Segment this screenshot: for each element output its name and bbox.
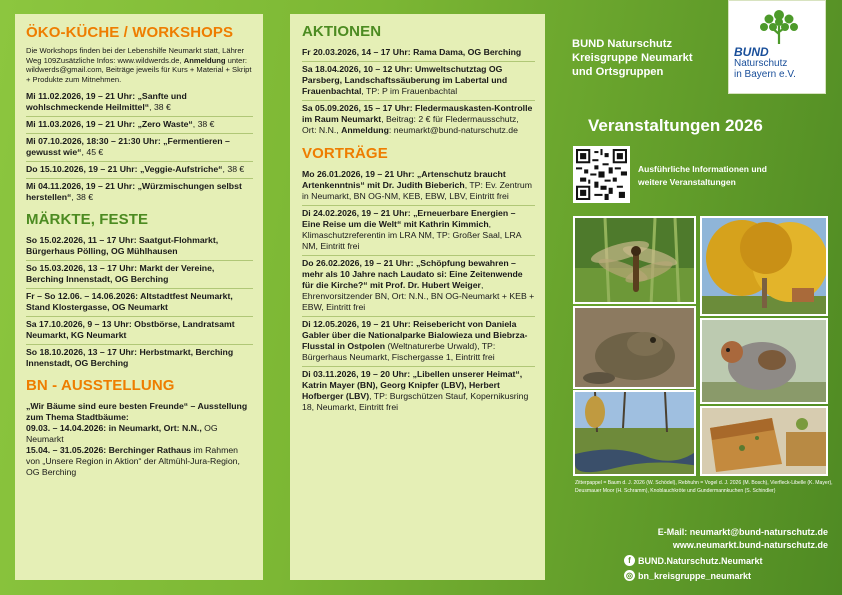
heading-bn-ausstellung: BN - AUSSTELLUNG	[26, 377, 175, 395]
photo-partridge	[700, 318, 828, 404]
bold-text: So 15.02.2026, 11 – 17 Uhr: Saatgut-Flohmarkt, Bürgerhaus Pölling, OG Mühlhausen	[26, 235, 219, 257]
logo-line-naturschutz: Naturschutz	[734, 58, 788, 69]
section-bn-ausstellung	[26, 377, 253, 481]
actions-list	[302, 45, 535, 139]
column-aktionen-vortraege	[290, 14, 545, 580]
bold-text: Mo 26.01.2026, 19 – 21 Uhr: „Artenschutz braucht Artenkenntnis“ mit Dr. Judith Bieberich	[302, 169, 506, 190]
logo-bund-text: BUND	[734, 45, 769, 59]
event-entry	[26, 399, 253, 481]
text: Die Workshops finden bei der Lebenshilfe Neumarkt statt, Lährer Weg 109	[26, 46, 245, 65]
tree-logo-icon	[757, 8, 801, 46]
instagram-handle: bn_kreisgruppe_neumarkt	[638, 570, 752, 581]
bold-text: Do 15.10.2026, 19 – 21 Uhr:	[26, 164, 138, 175]
facebook-handle: BUND.Naturschutz.Neumarkt	[638, 555, 763, 566]
event-entry	[302, 367, 535, 416]
text: , 38 €	[71, 192, 94, 203]
bold-text: Do 26.02.2026, 19 – 21 Uhr: „Schöpfung bewahren – mehr als 10 Jahre nach Laudato si: Eine Zeitenwende für die Kirche?“ mit Prof. Dr. Hubert Weiger	[302, 258, 523, 290]
bold-text: Mi 11.03.2026, 19 – 21 Uhr:	[26, 119, 136, 130]
bold-text: Anmeldung	[341, 125, 389, 135]
section-aktionen	[302, 23, 535, 139]
qr-code-icon	[576, 149, 627, 200]
text: , 38 €	[192, 119, 215, 130]
bold-text: „Wir Bäume sind eure besten Freunde“ – Ausstellung zum Thema Stadtbäume:	[26, 401, 248, 423]
text: , 38 €	[222, 164, 245, 175]
contact-email[interactable]: E-Mail: neumarkt@bund-naturschutz.de	[657, 527, 828, 537]
logo-subtitle	[734, 58, 796, 80]
instagram-icon: ◎	[624, 570, 635, 581]
event-entry	[26, 233, 253, 261]
text: , Klimaschutzreferentin im LRA NM, TP: Großer Saal, LRA NM, Eintritt frei	[302, 219, 522, 251]
organisation-name	[572, 37, 693, 79]
photo-dragonfly	[573, 216, 696, 304]
bold-text: Mi 07.10.2026, 18:30 – 21:30 Uhr:	[26, 136, 161, 147]
heading-aktionen: AKTIONEN	[302, 23, 382, 40]
bold-text: „Würzmischungen selbst herstellen“	[26, 181, 242, 203]
heading-vortraege: VORTRÄGE	[302, 145, 388, 162]
bold-text: So 15.03.2026, 13 – 17 Uhr: Markt der Vereine, Berching Innenstadt, OG Berching	[26, 263, 215, 285]
cake-photo-icon	[702, 408, 828, 476]
event-entry	[26, 317, 253, 345]
section-oeko-kueche	[26, 24, 253, 206]
bold-text: Fr 20.03.2026, 14 – 17 Uhr: Rama Dama, OG Berching	[302, 47, 522, 57]
bold-text: 09.03. – 14.04.2026:	[26, 423, 107, 434]
page-title: Veranstaltungen 2026	[588, 116, 763, 135]
event-entry	[26, 89, 253, 117]
bold-text: Anmeldung	[183, 55, 226, 65]
text: , 45 €	[81, 147, 104, 158]
bold-text: „Veggie-Aufstriche“	[137, 164, 223, 175]
qr-caption-line-2: weitere Veranstaltungen	[638, 177, 736, 187]
column-workshops-markets	[15, 14, 263, 580]
bold-text: Di 24.02.2026, 19 – 21 Uhr: „Erneuerbare Energien – Eine Reise um die Welt“ mit Kathrin Kimmich	[302, 208, 516, 229]
bold-text: „Sanfte und wohlschmeckende Heilmittel“	[26, 91, 187, 113]
exhibition-list	[26, 399, 253, 481]
bold-text: Sa 05.09.2026, 15 – 17 Uhr: Fledermauskasten-Kontrolle im Raum Neumarkt	[302, 103, 533, 124]
aspen-tree-photo-icon	[702, 218, 828, 316]
event-entry	[302, 256, 535, 317]
bold-text: So 18.10.2026, 13 – 17 Uhr: Herbstmarkt, Berching Innenstadt, OG Berching	[26, 347, 234, 369]
workshops-intro	[26, 46, 253, 84]
contact-website[interactable]: www.neumarkt.bund-naturschutz.de	[672, 540, 828, 550]
toad-photo-icon	[575, 308, 696, 389]
text: , 38 €	[149, 102, 171, 113]
facebook-link[interactable]	[624, 555, 763, 566]
photo-credits: Zitterpappel = Baum d. J. 2026 (W. Schödel), Rebhuhn = Vogel d. J. 2026 (M. Bosch), Vierfleck-Libelle (K. Mayer), Deusmauer Moor (H. Schramm), Knoblauchkröte und Gundermannkuchen (S. Schindler)	[575, 480, 833, 494]
bold-text: Berchinger Rathaus	[106, 445, 192, 456]
event-entry	[26, 261, 253, 289]
photo-cake	[700, 406, 828, 476]
text: im Rahmen von „Unsere Region in Aktion“ der Altmühl-Jura-Region, OG Berching	[26, 445, 240, 478]
text: OG Neumarkt	[26, 423, 218, 445]
org-line-1: BUND Naturschutz	[572, 38, 673, 50]
event-entry	[26, 162, 253, 179]
qr-caption-line-1: Ausführliche Informationen und	[638, 164, 767, 174]
text: : neumarkt@bund-naturschutz.de	[388, 125, 518, 135]
bold-text: Fr – So 12.06. – 14.06.2026: Altstadtfest Neumarkt, Stand Klostergasse, OG Neumarkt	[26, 291, 233, 313]
moor-photo-icon	[575, 392, 696, 476]
markets-list	[26, 233, 253, 372]
bund-logo	[728, 0, 826, 94]
bold-text: „Fermentieren – gewusst wie“	[26, 136, 230, 158]
instagram-link[interactable]	[624, 570, 751, 581]
event-entry	[302, 206, 535, 256]
bold-text: „Zero Waste“	[135, 119, 193, 130]
qr-code[interactable]	[573, 146, 630, 203]
photo-toad	[573, 306, 696, 389]
event-entry	[302, 317, 535, 367]
org-line-2: Kreisgruppe Neumarkt	[572, 52, 693, 64]
logo-line-bayern: in Bayern e.V.	[734, 69, 796, 80]
bold-text: Mi 11.02.2026, 19 – 21 Uhr:	[26, 91, 136, 102]
bold-text: Sa 18.04.2026, 10 – 12 Uhr: Umweltschutztag OG Parsberg, Landschaftssäuberung im Labertal und Frauenbachtal	[302, 64, 508, 96]
facebook-icon: f	[624, 555, 635, 566]
event-entry	[302, 167, 535, 206]
text: (Weltnaturerbe Urwald), TP: Bürgerhaus Neumarkt, Fischergasse 1, Eintritt frei	[302, 341, 496, 362]
section-vortraege	[302, 145, 535, 416]
text: , Ehrenvorsitzender BN, Ort: N.N., BN OG-Neumarkt + KEB + EBW, Eintritt frei	[302, 280, 535, 312]
workshop-list	[26, 89, 253, 206]
text: unter: wildwerds@gmail.com, Beiträge jeweils für Kurs + Material + Skript + Produkte zum Mitnehmen.	[26, 55, 252, 84]
bold-text: in Neumarkt, Ort: N.N.,	[106, 423, 202, 434]
event-entry	[302, 62, 535, 101]
partridge-photo-icon	[702, 320, 828, 404]
bold-text: Sa 17.10.2026, 9 – 13 Uhr: Obstbörse, Landratsamt Neumarkt, KG Neumarkt	[26, 319, 235, 341]
qr-caption	[638, 163, 767, 189]
section-maerkte-feste	[26, 211, 253, 372]
event-entry	[26, 117, 253, 134]
heading-oeko-kueche: ÖKO-KÜCHE / WORKSHOPS	[26, 24, 234, 41]
text: , TP: P im Frauenbachtal	[361, 86, 458, 96]
event-entry	[26, 134, 253, 162]
text: Zusätzliche Infos: www.wildwerds.de,	[56, 55, 184, 65]
bold-text: Di 03.11.2026, 19 – 20 Uhr: „Libellen unserer Heimat“, Katrin Mayer (BN), Georg Knipfer (LBV), Herbert Hofberger (LBV)	[302, 369, 523, 401]
dragonfly-photo-icon	[575, 218, 696, 304]
event-entry	[26, 345, 253, 372]
text: , Beitrag: 2 € für Fledermausschutz, Ort: N.N.,	[302, 114, 519, 135]
talks-list	[302, 167, 535, 416]
photo-aspen-tree	[700, 216, 828, 316]
text: , TP: Ev. Zentrum in Neumarkt, BN OG-NM, KEB, EBW, LBV, Eintritt frei	[302, 180, 532, 201]
bold-text: Mi 04.11.2026, 19 – 21 Uhr:	[26, 181, 136, 192]
event-entry	[302, 45, 535, 62]
text: , TP: Burgschützen Stauf, Kopernikusring 18, Neumarkt, Eintritt frei	[302, 391, 529, 412]
event-entry	[26, 179, 253, 206]
bold-text: 15.04. – 31.05.2026:	[26, 445, 107, 456]
bold-text: Di 12.05.2026, 19 – 21 Uhr: Reisebericht von Daniela Gabler über die Nationalparke Bialowieza und Biebrza-Flusstal in Ostpolen	[302, 319, 528, 351]
event-entry	[26, 289, 253, 317]
photo-moor	[573, 390, 696, 476]
org-line-3: und Ortsgruppen	[572, 66, 664, 78]
heading-maerkte-feste: MÄRKTE, FESTE	[26, 211, 149, 229]
event-entry	[302, 101, 535, 139]
